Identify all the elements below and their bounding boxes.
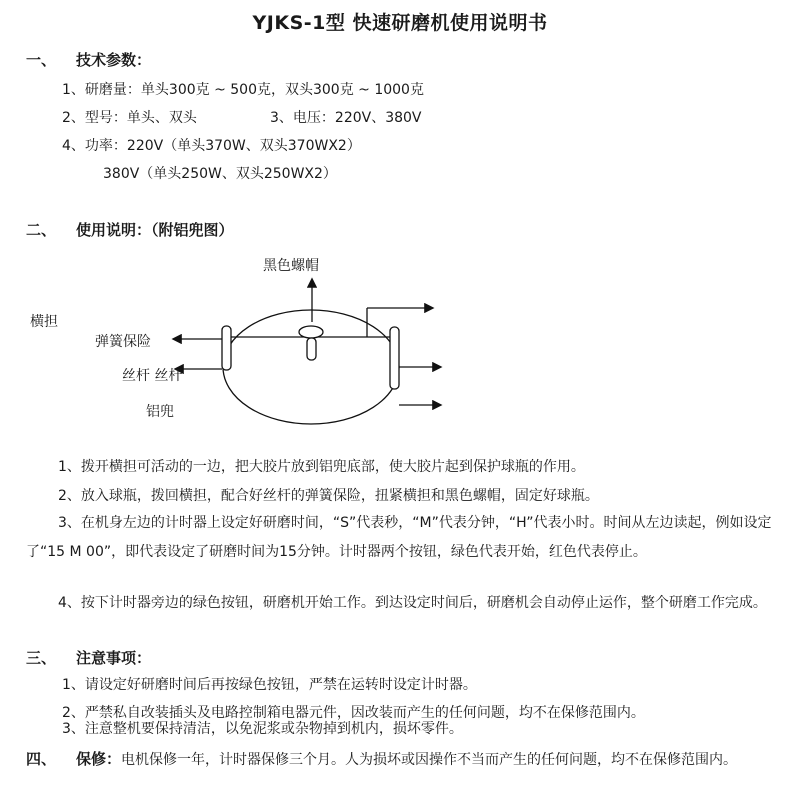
- section-4-number: 四、: [26, 750, 57, 768]
- spec-voltage: 3、电压：220V、380V: [270, 110, 422, 126]
- section-3-title: 注意事项：: [76, 649, 152, 667]
- section-4-title: 保修：: [76, 750, 122, 768]
- instruction-paragraph-3: 3、在机身左边的计时器上设定好研磨时间，“S”代表秒，“M”代表分钟，“H”代表小时。时间从左边读起，例如设定了“15 M 00”，即代表设定了研磨时间为15分钟。计时器两个按钮，绿色代表开始，红色代表停止。: [26, 515, 772, 560]
- spec-model: 2、型号：单头、双头: [62, 110, 197, 126]
- section-3-heading: [26, 647, 151, 668]
- notice-item-1: 1、请设定好研磨时间后再按绿色按钮，严禁在运转时设定计时器。: [62, 677, 477, 693]
- instruction-paragraph-2: 2、放入球瓶，拨回横担，配合好丝杆的弹簧保险，扭紧横担和黑色螺帽，固定好球瓶。: [58, 488, 599, 504]
- warranty-text: 电机保修一年，计时器保修三个月。人为损坏或因操作不当而产生的任何问题，均不在保修范围内。: [121, 752, 738, 768]
- section-3-number: 三、: [26, 649, 57, 667]
- section-1-title: 技术参数：: [76, 51, 152, 69]
- center-cap: [299, 326, 323, 338]
- section-4-block: [26, 745, 778, 774]
- label-black-cap: 黑色螺帽: [263, 258, 319, 274]
- instruction-paragraph-1: 1、拨开横担可活动的一边，把大胶片放到铝兜底部，使大胶片起到保护球瓶的作用。: [58, 459, 585, 475]
- notice-item-2: 2、严禁私自改装插头及电路控制箱电器元件，因改装而产生的任何问题，均不在保修范围内。: [62, 705, 645, 721]
- left-post: [222, 326, 231, 370]
- right-post: [390, 327, 399, 389]
- section-1-number: 一、: [26, 51, 57, 69]
- label-spring-safety: 弹簧保险: [95, 334, 151, 350]
- notice-item-3: 3、注意整机要保持清洁，以免泥浆或杂物掉到机内，损坏零件。: [62, 721, 463, 737]
- label-screw-rod: 丝杆 丝杆: [122, 368, 183, 384]
- spec-power-380: 380V（单头250W、双头250WX2）: [103, 166, 337, 182]
- label-aluminum-pot: 铝兜: [146, 404, 174, 420]
- section-2-title: 使用说明：（附铝兜图）: [76, 221, 234, 239]
- spec-power-220: 4、功率：220V（单头370W、双头370WX2）: [62, 138, 361, 154]
- instruction-paragraph-4: 4、按下计时器旁边的绿色按钮，研磨机开始工作。到达设定时间后，研磨机会自动停止运作，整个研磨工作完成。: [58, 595, 767, 611]
- section-2-number: 二、: [26, 221, 57, 239]
- document-title: YJKS-1型 快速研磨机使用说明书: [252, 12, 548, 34]
- center-rod: [307, 338, 316, 360]
- spec-capacity: 1、研磨量：单头300克 ~ 500克，双头300克 ~ 1000克: [62, 82, 424, 98]
- label-crossbar: 横担: [30, 314, 58, 330]
